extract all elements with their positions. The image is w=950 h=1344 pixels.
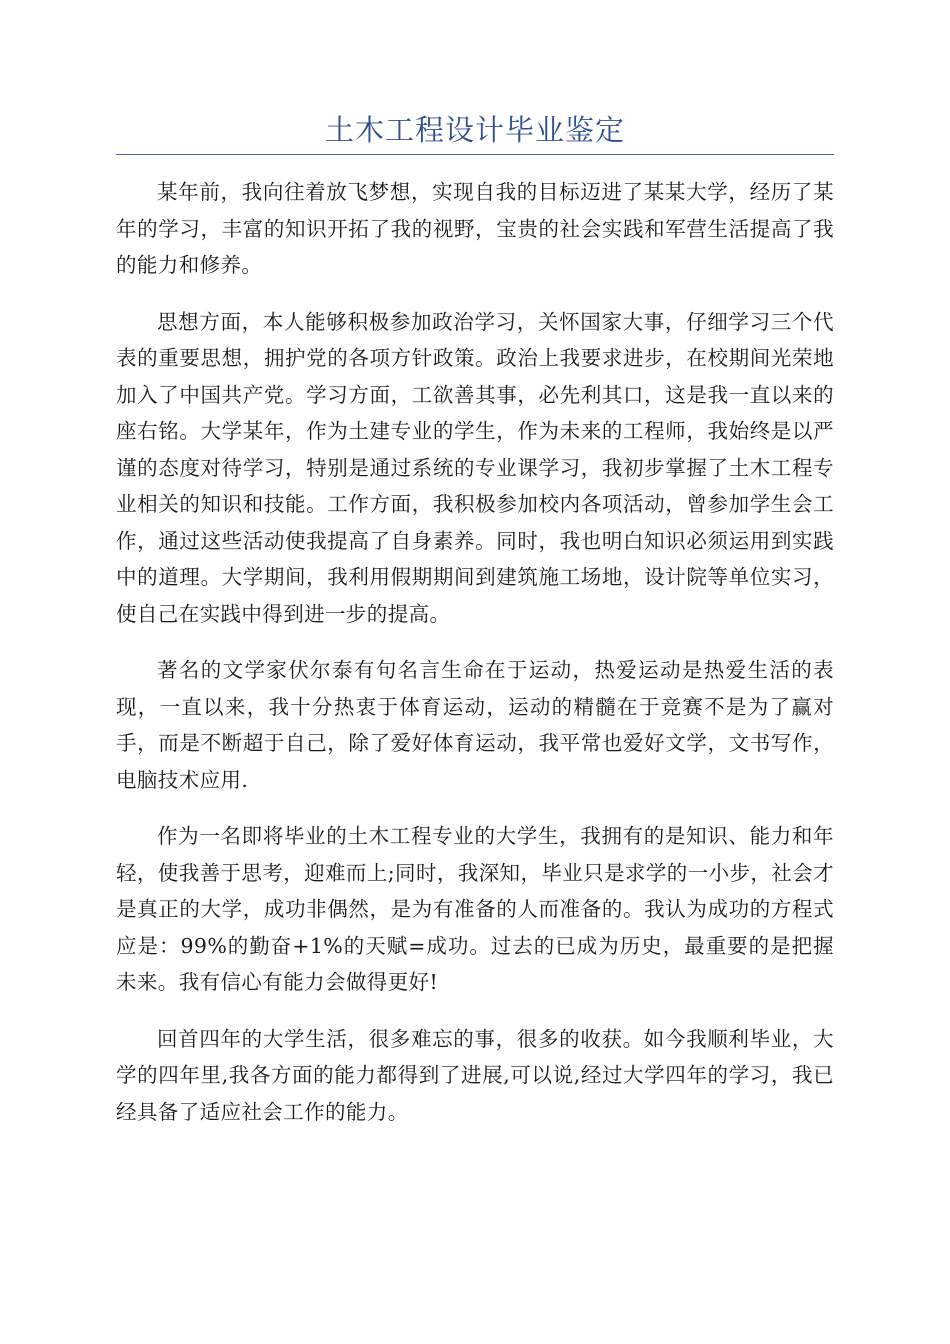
document-title: 土木工程设计毕业鉴定	[324, 113, 625, 147]
paragraph-intro: 某年前，我向往着放飞梦想，实现自我的目标迈进了某某大学，经历了某年的学习，丰富的知识开拓了我的视野，宝贵的社会实践和军营生活提高了我的能力和修养。	[116, 180, 834, 277]
paragraph-thought-study-work: 思想方面，本人能够积极参加政治学习，关怀国家大事，仔细学习三个代表的重要思想，拥护党的各项方针政策。政治上我要求进步，在校期间光荣地加入了中国共产党。学习方面，工欲善其事，必先利其口，这是我一直以来的座右铭。大学某年，作为土建专业的学生，作为未来的工程师，我始终是以严谨的态度对待学习，特别是通过系统的专业课学习，我初步掌握了土木工程专业相关的知识和技能。工作方面，我积极参加校内各项活动，曾参加学生会工作，通过这些活动使我提高了自身素养。同时，我也明白知识必须运用到实践中的道理。大学期间，我利用假期期间到建筑施工场地，设计院等单位实习，使自己在实践中得到进一步的提高。	[116, 309, 834, 626]
title-block	[116, 108, 834, 155]
paragraph-conclusion: 回首四年的大学生活，很多难忘的事，很多的收获。如今我顺利毕业，大学的四年里,我各方面的能力都得到了进展,可以说,经过大学四年的学习，我已经具备了适应社会工作的能力。	[116, 1026, 834, 1124]
paragraph-hobbies: 著名的文学家伏尔泰有句名言生命在于运动，热爱运动是热爱生活的表现，一直以来，我十分热衷于体育运动，运动的精髓在于竞赛不是为了赢对手，而是不断超于自己，除了爱好体育运动，我平常也爱好文学，文书写作，电脑技术应用.	[116, 658, 834, 792]
paragraph-self-assessment: 作为一名即将毕业的土木工程专业的大学生，我拥有的是知识、能力和年轻，使我善于思考，迎难而上;同时，我深知，毕业只是求学的一小步，社会才是真正的大学，成功非偶然，是为有准备的人而准备的。我认为成功的方程式应是：99%的勤奋+1%的天赋=成功。过去的已成为历史，最重要的是把握未来。我有信心有能力会做得更好!	[116, 824, 834, 994]
document-body	[116, 174, 834, 1150]
